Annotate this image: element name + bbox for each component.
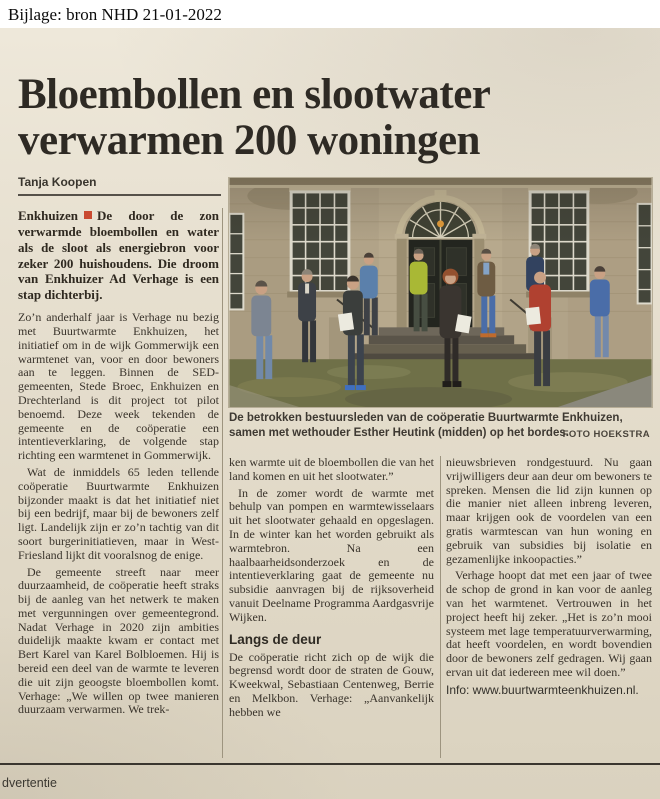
intro-text: De door de zon verwarmde bloembollen en water als de sloot als energiebron voor zeker 200 huishoudens. Die droom van Enkhuizer Ad Verhage is een stap dichterbij. [18, 208, 219, 303]
dateline-marker-icon [84, 211, 92, 219]
photo-credit: FOTO HOEKSTRA [562, 428, 650, 440]
paragraph: Zo’n anderhalf jaar is Verhage nu bezig met Buurtwarmte Enkhuizen, het initiatief om in de wijk Gommerwijk een warmtenet van, voor en door bewoners aan te leggen. Binnen de SED-gemeenten, Stede Broec, Enkhuizen en Drechterland is dit project tot pilot benoemd. Deze week tekenden de gemeente en de coöperatie een intentieverklaring, de volgende stap richting een warmtenet in Gommerwijk. [18, 310, 219, 463]
column-divider [440, 456, 441, 758]
article-headline [18, 72, 652, 164]
byline: Tanja Koopen [18, 175, 221, 196]
paragraph: Verhage hoopt dat met een jaar of twee de schop de grond in kan voor de aanleg van het warmtenet. Vertrouwen in het project heeft hij zeker. „Het is zo’n mooi systeem met lage temperatuurverwarming, dat heeft voordelen, en wordt bovendien door de bewoners zelf gedragen. Wij gaan ervan uit dat iedereen mee wil doen.” [446, 568, 652, 679]
paragraph: Wat de inmiddels 65 leden tellende coöperatie Buurtwarmte Enkhuizen bijzonder maakt is dat het initiatief niet bij een bedrijf, maar bij de bewoners zelf ligt. Landelijk zijn er zo’n tachtig van dit soort burgerinitiatieven, maar in West-Friesland lijkt dit vooralsnog de enige. [18, 464, 219, 562]
article-column-2 [229, 456, 434, 723]
headline-line1: Bloembollen en slootwater [18, 71, 491, 118]
caption-text: De betrokken bestuursleden van de coöperatie Buurtwarmte Enkhuizen, samen met wethouder Esther Heutink (midden) op het bordes. [229, 412, 623, 439]
headline-line2: verwarmen 200 woningen [18, 117, 480, 164]
section-divider-rule [0, 763, 660, 765]
paragraph: ken warmte uit de bloembollen die van het land komen en uit het slootwater.” [229, 455, 434, 483]
subhead-langs-de-deur: Langs de deur [229, 631, 322, 647]
photo-vignette [229, 178, 651, 407]
photo-caption [229, 411, 652, 441]
attachment-label: Bijlage: bron NHD 21-01-2022 [8, 5, 222, 24]
advertentie-label: dvertentie [2, 776, 57, 790]
article-photo [229, 178, 652, 407]
dateline: Enkhuizen [18, 208, 78, 223]
newspaper-clipping [0, 28, 660, 799]
paragraph: In de zomer wordt de warmte met behulp van pompen en warmtewisselaars uit het slootwater gehaald en opgeslagen. In de winter kan het worden gebruikt als warmtebron. Na een haalbaarheidsonderzoek en de intentieverklaring gaat de gemeente nu subsidie aanvragen bij de rijksoverheid vanuit Deelname Programma Aardgasvrije Wijken. [229, 485, 434, 624]
article-column-1 [18, 208, 219, 720]
info-url-line: Info: www.buurtwarmteenkhuizen.nl. [446, 682, 639, 697]
paragraph: De coöperatie richt zich op de wijk die begrensd wordt door de straten de Gouw, Kweekwal, Sebastiaan Centenweg, Berrie en Melkbon. Verhage: „Aanvankelijk hebben we [229, 649, 434, 719]
photo-illustration [229, 178, 652, 407]
paragraph: De gemeente streeft naar meer duurzaamheid, de coöperatie heeft straks bij de aanleg van het netwerk te maken met vergunningen over gemeentegrond. Nadat Verhage in 2020 zijn ambities duidelijk maakte kwam er contact met Bert Karel van Karel Bolbloemen. Hij is bereid een deel van de warmte te leveren die uit zijn geoogste bloembollen komt. Verhage: „We willen op twee manieren duurzaam verwarmen. We trek- [18, 564, 219, 717]
paragraph: nieuwsbrieven rondgestuurd. Nu gaan vrijwilligers deur aan deur om bewoners te spreken. Mensen die lid zijn kunnen op die manier niet alleen inbreng leveren, maar krijgen ook de voordelen van een gratis warmtescan van hun woning en gebruik van subsidies bij isolatie en gezamenlijke inkoopacties.” [446, 455, 652, 566]
article-column-3 [446, 456, 652, 697]
column-divider [222, 208, 223, 758]
intro-paragraph [18, 208, 219, 303]
